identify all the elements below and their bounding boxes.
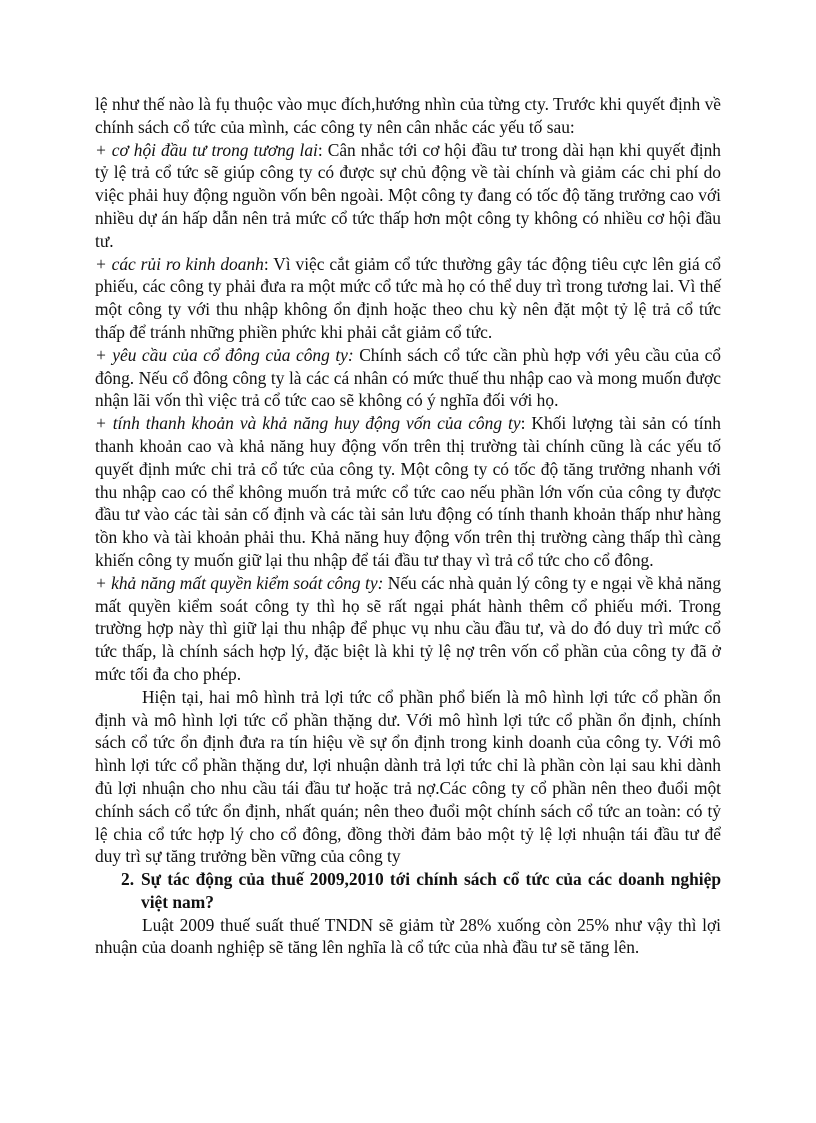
section-heading-number: 2. (121, 869, 135, 890)
document-page (95, 93, 721, 959)
factor-risk-paragraph (95, 253, 721, 344)
section-heading-text: Sự tác động của thuế 2009,2010 tới chính sách cổ tức của các doanh nghiệp việt nam? (141, 869, 721, 912)
factor-liquidity-body: : Khối lượng tài sản có tính thanh khoản cao và khả năng huy động vốn trên thị trường tài chính cũng là các yếu tố quyết định mức chi trả cổ tức của công ty. Một công ty có tốc độ tăng trưởng nhanh với thu nhập cao có thể không muốn trả mức cổ tức cao nếu phần lớn vốn của công ty được đầu tư vào các tài sản cố định và các tài sản lưu động có tính thanh khoản thấp như hàng tồn kho và tài khoản phải thu. Khả năng huy động vốn trên thị trường càng thấp thì càng khiến công ty muốn giữ lại thu nhập để tái đầu tư thay vì trả cổ tức cho cổ đông. (95, 413, 721, 570)
factor-control-title: + khả năng mất quyền kiểm soát công ty: (95, 572, 384, 593)
tax-law-paragraph: Luật 2009 thuế suất thuế TNDN sẽ giảm từ 28% xuống còn 25% như vậy thì lợi nhuận của doanh nghiệp sẽ tăng lên nghĩa là cổ tức của nhà đầu tư sẽ tăng lên. (95, 914, 721, 958)
factor-investment-body: : Cân nhắc tới cơ hội đầu tư trong dài hạn khi quyết định tỷ lệ trả cổ tức sẽ giúp công ty có được sự chủ động về tài chính và giảm các chi phí do việc phải huy động nguồn vốn bên ngoài. Một công ty đang có tốc độ tăng trưởng cao với nhiều dự án hấp dẫn nên trả mức cổ tức thấp hơn một công ty không có nhiều cơ hội đầu tư. (95, 139, 721, 251)
factor-investment-paragraph (95, 139, 721, 253)
models-paragraph: Hiện tại, hai mô hình trả lợi tức cổ phần phổ biến là mô hình lợi tức cổ phần ổn định và mô hình lợi tức cổ phần thặng dư. Với mô hình lợi tức cổ phần ổn định, chính sách cổ tức ổn định đưa ra tín hiệu về sự ổn định trong kinh doanh của công ty. Với mô hình lợi tức cổ phần thặng dư, lợi nhuận dành trả lợi tức chỉ là phần còn lại sau khi dành đủ lợi nhuận cho nhu cầu tái đầu tư hoặc trả nợ.Các công ty cổ phần nên theo đuổi một chính sách cổ tức ổn định, nhất quán; nên theo đuổi một chính sách cổ tức an toàn: có tỷ lệ chia cổ tức hợp lý cho cổ đông, đồng thời đảm bảo một tỷ lệ lợi nhuận tái đầu tư để duy trì sự tăng trưởng bền vững của công ty (95, 686, 721, 867)
section-heading (95, 868, 721, 914)
factor-risk-title: + các rủi ro kinh doanh (95, 253, 264, 274)
factor-shareholder-title: + yêu cầu của cổ đông của công ty: (95, 344, 354, 365)
intro-paragraph: lệ như thế nào là fụ thuộc vào mục đích,hướng nhìn của từng cty. Trước khi quyết định về chính sách cổ tức của mình, các công ty nên cân nhắc các yếu tố sau: (95, 94, 721, 137)
factor-shareholder-paragraph (95, 344, 721, 412)
factor-liquidity-paragraph (95, 412, 721, 572)
factor-control-body: Nếu các nhà quản lý công ty e ngại về khả năng mất quyền kiểm soát công ty thì họ sẽ rất ngại phát hành thêm cổ phiếu mới. Trong trường hợp này thì giữ lại thu nhập để phục vụ nhu cầu đầu tư, và do đó duy trì mức cổ tức thấp, là chính sách hợp lý, đặc biệt là khi tỷ lệ nợ trên vốn cổ phần của công ty đã ở mức tối đa cho phép. (95, 572, 722, 684)
factor-control-paragraph (95, 572, 721, 686)
factor-risk-body: : Vì việc cắt giảm cổ tức thường gây tác động tiêu cực lên giá cổ phiếu, các công ty phải đưa ra một mức cổ tức mà họ có thể duy trì trong tương lai. Vì thế một công ty với thu nhập không ổn định hoặc theo chu kỳ nên đặt một tỷ lệ trả cổ tức thấp để tránh những phiền phức khi phải cắt giảm cổ tức. (95, 253, 721, 342)
factor-liquidity-title: + tính thanh khoản và khả năng huy động vốn của công ty (95, 413, 521, 434)
factor-investment-title: + cơ hội đầu tư trong tương lai (95, 139, 318, 160)
factor-shareholder-body: Chính sách cổ tức cần phù hợp với yêu cầu của cổ đông. Nếu cổ đông công ty là các cá nhân có mức thuế thu nhập cao và mong muốn được nhận lãi vốn thì việc trả cổ tức cao sẽ không có ý nghĩa đối với họ. (95, 344, 721, 411)
